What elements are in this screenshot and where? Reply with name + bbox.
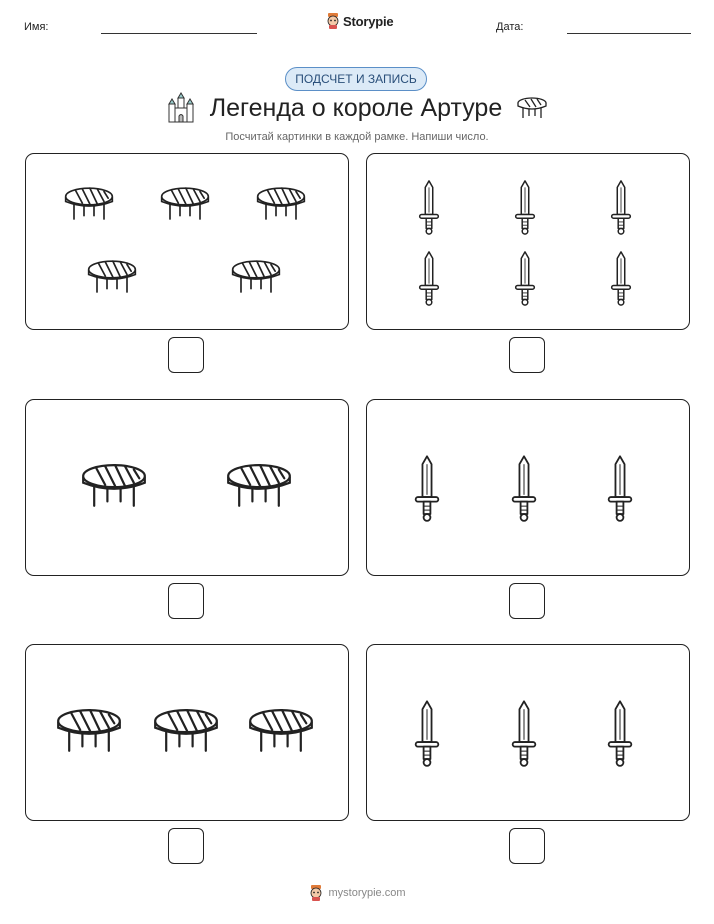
castle-icon: [166, 92, 196, 124]
sword-icon: [510, 454, 538, 527]
sword-icon: [609, 179, 633, 240]
answer-box-3[interactable]: [168, 583, 204, 619]
footer-site: mystorypie.com: [328, 887, 406, 899]
answer-box-6[interactable]: [509, 828, 545, 864]
table-icon: [64, 182, 114, 231]
sword-icon: [510, 699, 538, 772]
counting-frame-4: [366, 399, 690, 576]
table-icon: [231, 255, 281, 304]
storypie-mascot-icon: [326, 13, 340, 29]
table-icon: [87, 255, 137, 304]
counting-frame-1: [25, 153, 349, 330]
page-title: Легенда о короле Артуре: [209, 93, 503, 122]
table-icon: [160, 182, 210, 231]
name-label: Имя:: [24, 21, 49, 33]
counting-frame-3: [25, 399, 349, 576]
table-icon: [226, 458, 292, 519]
sword-icon: [513, 250, 537, 311]
answer-box-2[interactable]: [509, 337, 545, 373]
table-icon: [56, 703, 122, 764]
table-icon: [256, 182, 306, 231]
counting-frame-5: [25, 644, 349, 821]
brand-logo: [326, 13, 393, 29]
date-field[interactable]: [567, 33, 691, 34]
sword-icon: [417, 250, 441, 311]
answer-box-5[interactable]: [168, 828, 204, 864]
sword-icon: [609, 250, 633, 311]
answer-box-1[interactable]: [168, 337, 204, 373]
name-field[interactable]: [101, 33, 257, 34]
footer: [0, 885, 714, 901]
title-row: [0, 92, 714, 124]
table-icon: [81, 458, 147, 519]
sword-icon: [417, 179, 441, 240]
sword-icon: [413, 699, 441, 772]
instructions: Посчитай картинки в каждой рамке. Напиши число.: [225, 131, 489, 143]
table-icon: [248, 703, 314, 764]
sword-icon: [606, 454, 634, 527]
storypie-mascot-icon: [308, 885, 324, 901]
date-label: Дата:: [496, 21, 524, 33]
worksheet-type-badge: ПОДСЧЕТ И ЗАПИСЬ: [285, 67, 427, 91]
sword-icon: [413, 454, 441, 527]
answer-box-4[interactable]: [509, 583, 545, 619]
table-icon: [153, 703, 219, 764]
counting-frame-6: [366, 644, 690, 821]
brand-name: Storypie: [343, 13, 394, 29]
table-icon: [516, 95, 548, 121]
sword-icon: [513, 179, 537, 240]
counting-frame-2: [366, 153, 690, 330]
sword-icon: [606, 699, 634, 772]
